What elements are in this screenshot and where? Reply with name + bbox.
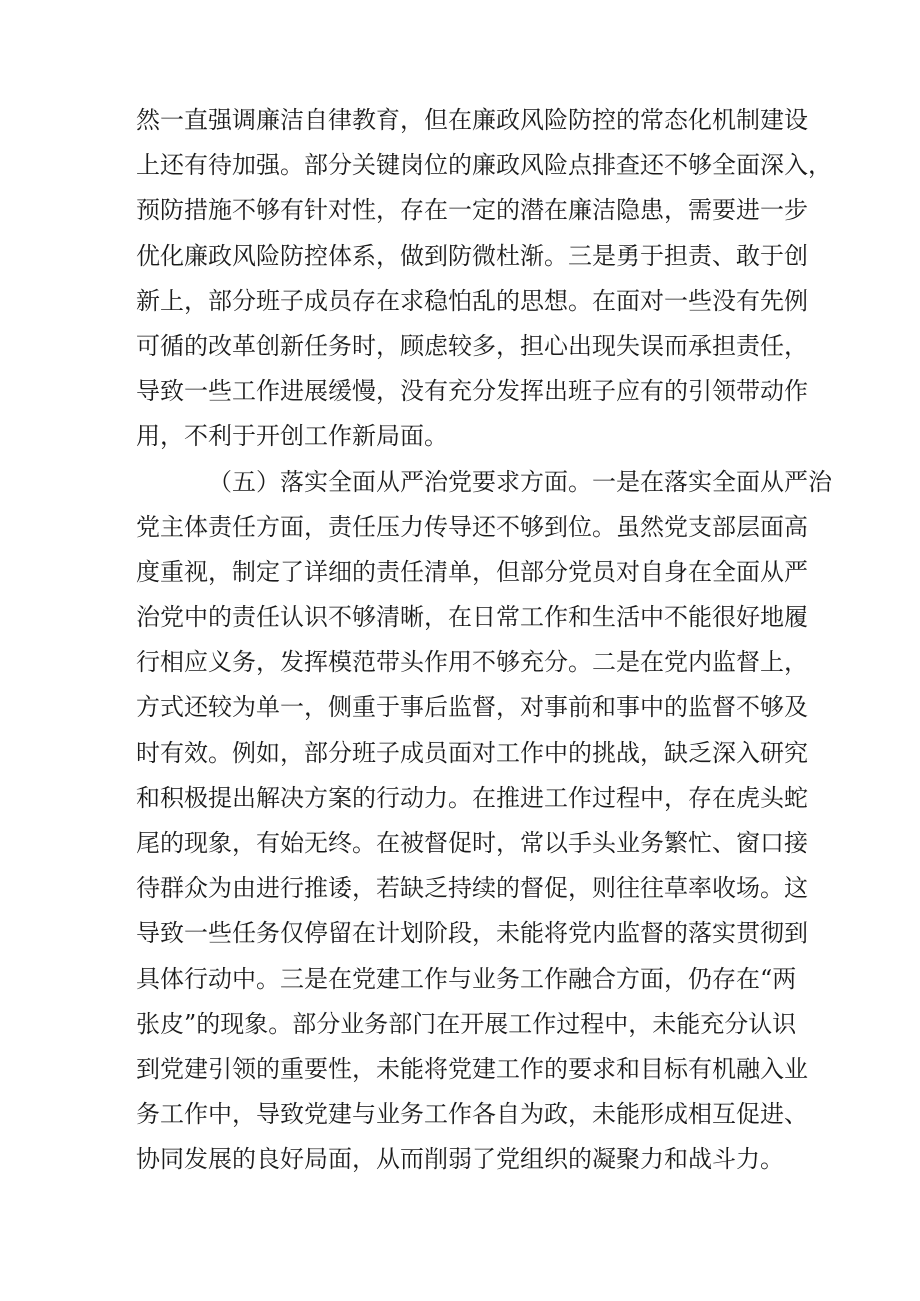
section-heading-line: （五）落实全面从严治党要求方面。一是在落实全面从严治 bbox=[208, 467, 832, 496]
text-line: 治党中的责任认识不够清晰，在日常工作和生活中不能很好地履 bbox=[136, 603, 808, 632]
text-line: 待群众为由进行推诿，若缺乏持续的督促，则往往草率收场。这 bbox=[136, 874, 808, 903]
text-line: 预防措施不够有针对性，存在一定的潜在廉洁隐患，需要进一步 bbox=[136, 196, 808, 225]
text-line: 张皮”的现象。部分业务部门在开展工作过程中，未能充分认识 bbox=[136, 1009, 797, 1038]
body-text bbox=[136, 98, 832, 1183]
text-line: 度重视，制定了详细的责任清单，但部分党员对自身在全面从严 bbox=[136, 557, 808, 586]
text-line: 用，不利于开创工作新局面。 bbox=[136, 422, 448, 451]
text-line: 协同发展的良好局面，从而削弱了党组织的凝聚力和战斗力。 bbox=[136, 1145, 784, 1174]
text-line: 方式还较为单一，侧重于事后监督，对事前和事中的监督不够及 bbox=[136, 693, 808, 722]
text-line: 上还有待加强。部分关键岗位的廉政风险点排查还不够全面深入， bbox=[136, 151, 832, 180]
text-line: 可循的改革创新任务时，顾虑较多，担心出现失误而承担责任， bbox=[136, 331, 808, 360]
text-line: 尾的现象，有始无终。在被督促时，常以手头业务繁忙、窗口接 bbox=[136, 829, 808, 857]
text-line: 导致一些任务仅停留在计划阶段，未能将党内监督的落实贯彻到 bbox=[136, 919, 808, 948]
text-line: 新上，部分班子成员存在求稳怕乱的思想。在面对一些没有先例 bbox=[136, 286, 808, 315]
text-line: 然一直强调廉洁自律教育，但在廉政风险防控的常态化机制建设 bbox=[136, 106, 808, 134]
text-line: 优化廉政风险防控体系，做到防微杜渐。三是勇于担责、敢于创 bbox=[136, 241, 808, 270]
text-line: 到党建引领的重要性，未能将党建工作的要求和目标有机融入业 bbox=[136, 1054, 808, 1083]
text-line: 导致一些工作进展缓慢，没有充分发挥出班子应有的引领带动作 bbox=[136, 377, 808, 406]
text-line: 和积极提出解决方案的行动力。在推进工作过程中，存在虎头蛇 bbox=[136, 783, 808, 812]
text-line: 务工作中，导致党建与业务工作各自为政，未能形成相互促进、 bbox=[136, 1100, 808, 1129]
text-line: 具体行动中。三是在党建工作与业务工作融合方面，仍存在“两 bbox=[136, 964, 797, 993]
text-line: 时有效。例如，部分班子成员面对工作中的挑战，缺乏深入研究 bbox=[136, 738, 808, 767]
text-line: 行相应义务，发挥模范带头作用不够充分。二是在党内监督上， bbox=[136, 648, 808, 677]
text-line: 党主体责任方面，责任压力传导还不够到位。虽然党支部层面高 bbox=[136, 512, 808, 541]
